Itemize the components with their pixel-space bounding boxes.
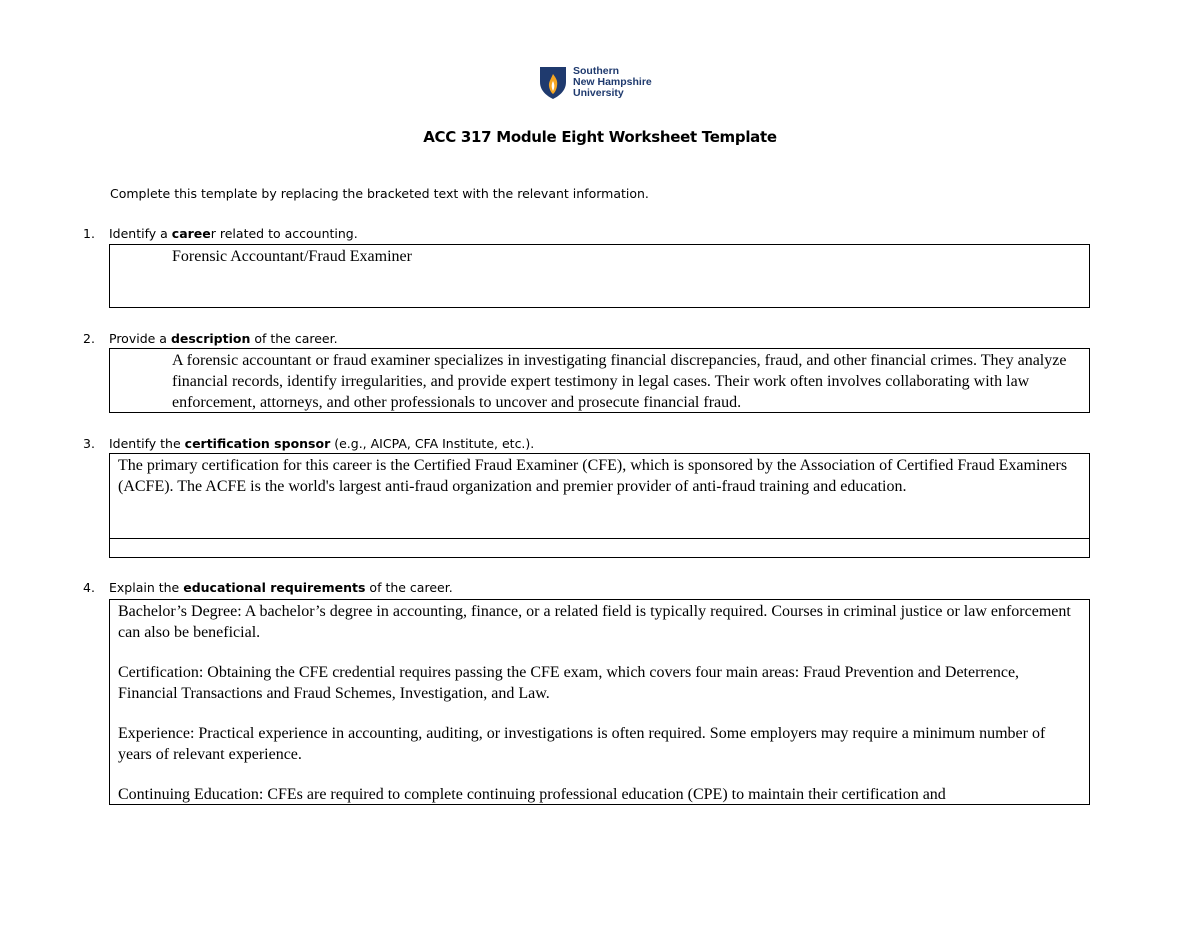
question-text: of the career. [250, 331, 338, 346]
question-keyword: description [170, 331, 251, 346]
answer-box-4[interactable] [109, 599, 1090, 805]
answer-text: A forensic accountant or fraud examiner specializes in investigating financial discrepancies, fraud, and other financial crimes. They analyze financial records, identify irregularities, and provide expert testimony in legal cases. Their work often involves collaborating with law enforcement, attorneys, and other professionals to uncover and prosecute financial fraud. [172, 352, 1067, 411]
answer-box-2[interactable] [109, 348, 1090, 413]
question-number: 4. [83, 580, 95, 595]
answer-paragraph-degree: Bachelor’s Degree: A bachelor’s degree in accounting, finance, or a related field is typically required. Courses in criminal justice or law enforcement can also be beneficial. [118, 603, 1071, 641]
university-logo [539, 66, 652, 100]
question-text: Provide a [109, 331, 171, 346]
question-1 [83, 226, 358, 241]
question-keyword: caree [171, 226, 211, 241]
logo-line-3: University [573, 87, 624, 99]
page-title: ACC 317 Module Eight Worksheet Template [423, 128, 777, 146]
instructions-text: Complete this template by replacing the bracketed text with the relevant information. [110, 186, 649, 201]
answer-text: The primary certification for this career is the Certified Fraud Examiner (CFE), which is sponsored by the Association of Certified Fraud Examiners (ACFE). The ACFE is the world's largest anti-fraud organization and premier provider of anti-fraud training and education. [118, 457, 1068, 495]
question-text: of the career. [365, 580, 453, 595]
answer-paragraph-experience: Experience: Practical experience in accounting, auditing, or investigations is often required. Some employers may require a minimum number of years of relevant experience. [118, 725, 1046, 763]
answer-box-3[interactable] [109, 453, 1090, 558]
question-2 [83, 331, 338, 346]
table-row-divider [110, 538, 1089, 539]
question-text: Identify a [109, 226, 172, 241]
answer-text: Forensic Accountant/Fraud Examiner [172, 248, 412, 265]
shield-flame-icon [539, 66, 567, 100]
question-text: Identify the [109, 436, 185, 451]
question-keyword: certification sponsor [184, 436, 331, 451]
logo-wordmark [573, 66, 652, 99]
answer-box-1[interactable] [109, 244, 1090, 308]
question-3 [83, 436, 534, 451]
answer-paragraph-continuing-education: Continuing Education: CFEs are required to complete continuing professional education (CPE) to maintain their certification and [118, 786, 946, 803]
question-4 [83, 580, 453, 595]
logo-line-1: Southern [573, 65, 620, 77]
question-number: 2. [83, 331, 95, 346]
answer-paragraph-certification: Certification: Obtaining the CFE credential requires passing the CFE exam, which covers four main areas: Fraud Prevention and Deterrence, Financial Transactions and Fraud Schemes, Investigation, and Law. [118, 664, 1020, 702]
question-text: r related to accounting. [210, 226, 358, 241]
question-number: 1. [83, 226, 95, 241]
question-keyword: educational requirements [183, 580, 366, 595]
question-text: Explain the [109, 580, 184, 595]
question-number: 3. [83, 436, 95, 451]
question-text: (e.g., AICPA, CFA Institute, etc.). [330, 436, 535, 451]
logo-line-2: New Hampshire [573, 76, 652, 88]
